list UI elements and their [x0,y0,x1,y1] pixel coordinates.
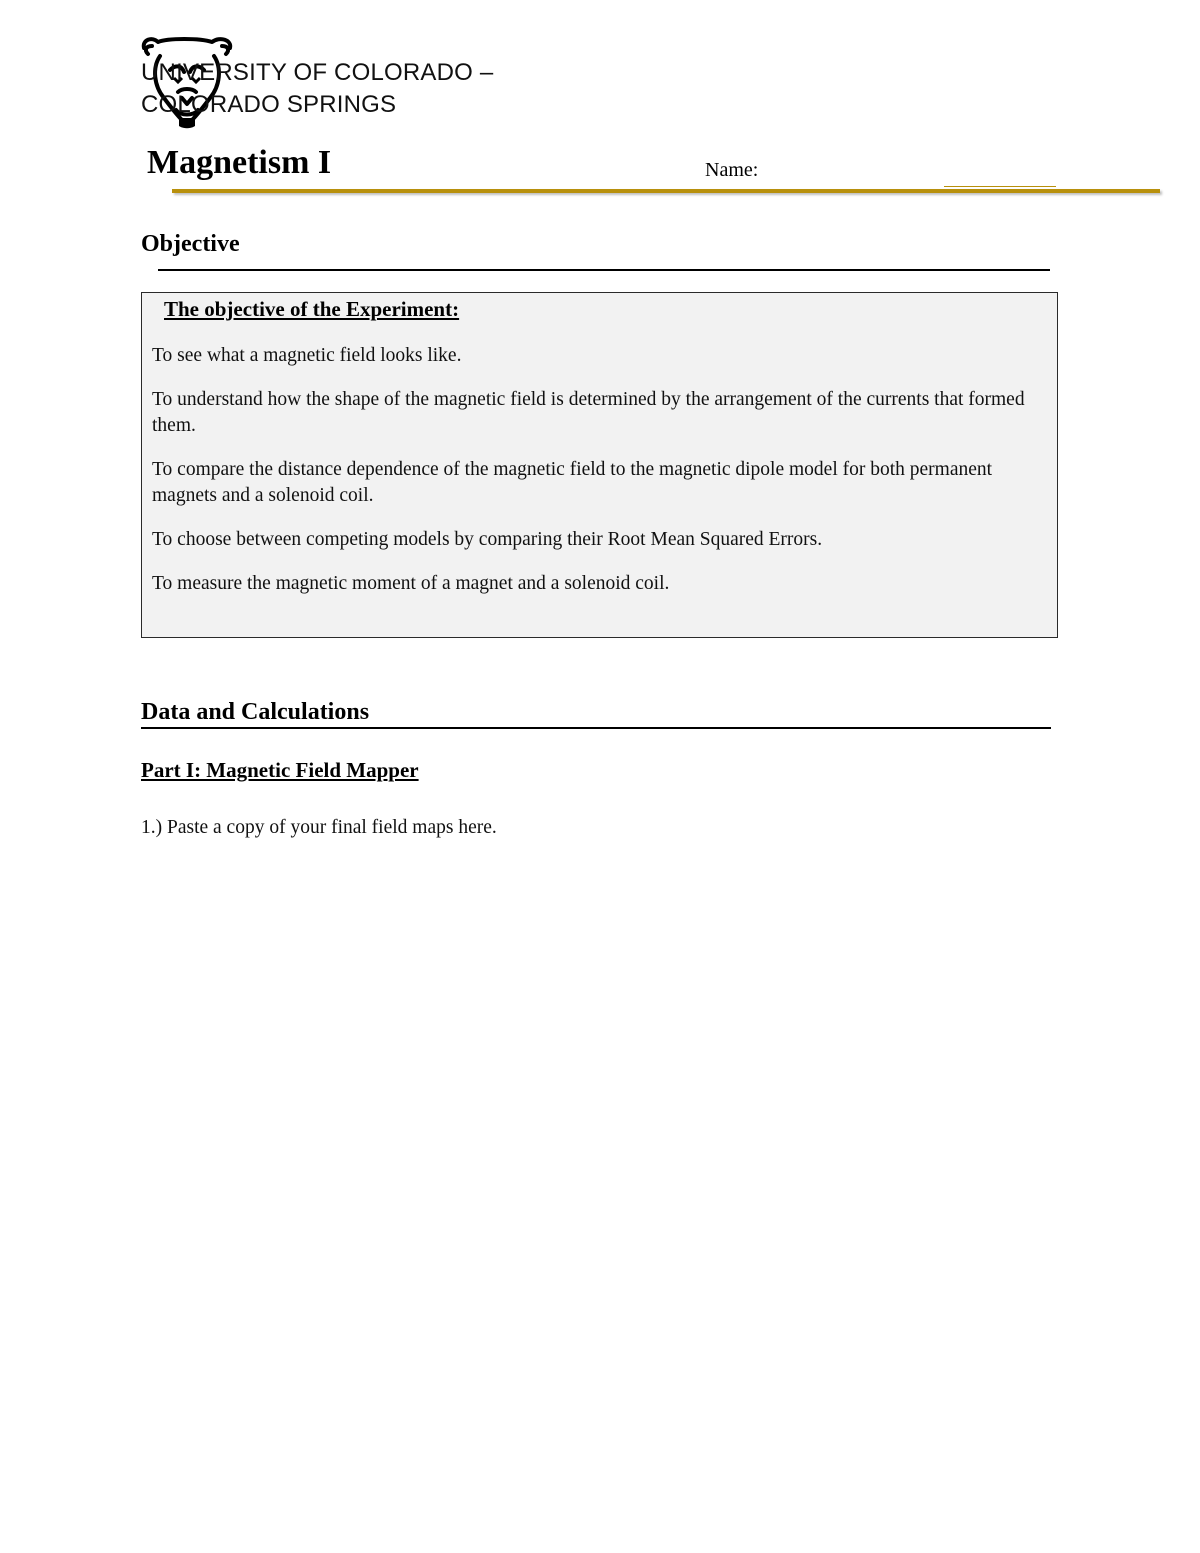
institution-name-line-2: COLORADO SPRINGS [141,91,397,118]
objective-item: To choose between competing models by comparing their Root Mean Squared Errors. [152,529,823,550]
name-underline [944,186,1056,187]
data-calculations-divider [141,727,1051,729]
institution-name-line-1: UNIVERSITY OF COLORADO – [141,59,494,86]
objective-item: To compare the distance dependence of the magnetic field to the magnetic dipole model for both permanent magnets and a solenoid coil. [152,459,993,506]
objective-list [152,343,1042,615]
objective-box-title: The objective of the Experiment: [164,297,460,321]
part-1-heading: Part I: Magnetic Field Mapper [141,758,419,782]
objective-item: To understand how the shape of the magnetic field is determined by the arrangement of the currents that formed them. [152,389,1025,436]
objective-item: To measure the magnetic moment of a magnet and a solenoid coil. [152,573,670,594]
objective-item: To see what a magnetic field looks like. [152,345,462,366]
name-label: Name: [705,159,759,181]
objective-divider [158,269,1050,271]
document-title: Magnetism I [147,144,332,181]
header-divider [172,189,1160,193]
step-1-instruction: 1.) Paste a copy of your final field maps here. [141,817,497,838]
name-field[interactable] [775,158,1055,186]
objective-heading: Objective [141,231,240,257]
data-calculations-heading: Data and Calculations [141,699,370,725]
objective-box [141,292,1058,638]
field-map-paste-area[interactable] [141,860,1056,1460]
